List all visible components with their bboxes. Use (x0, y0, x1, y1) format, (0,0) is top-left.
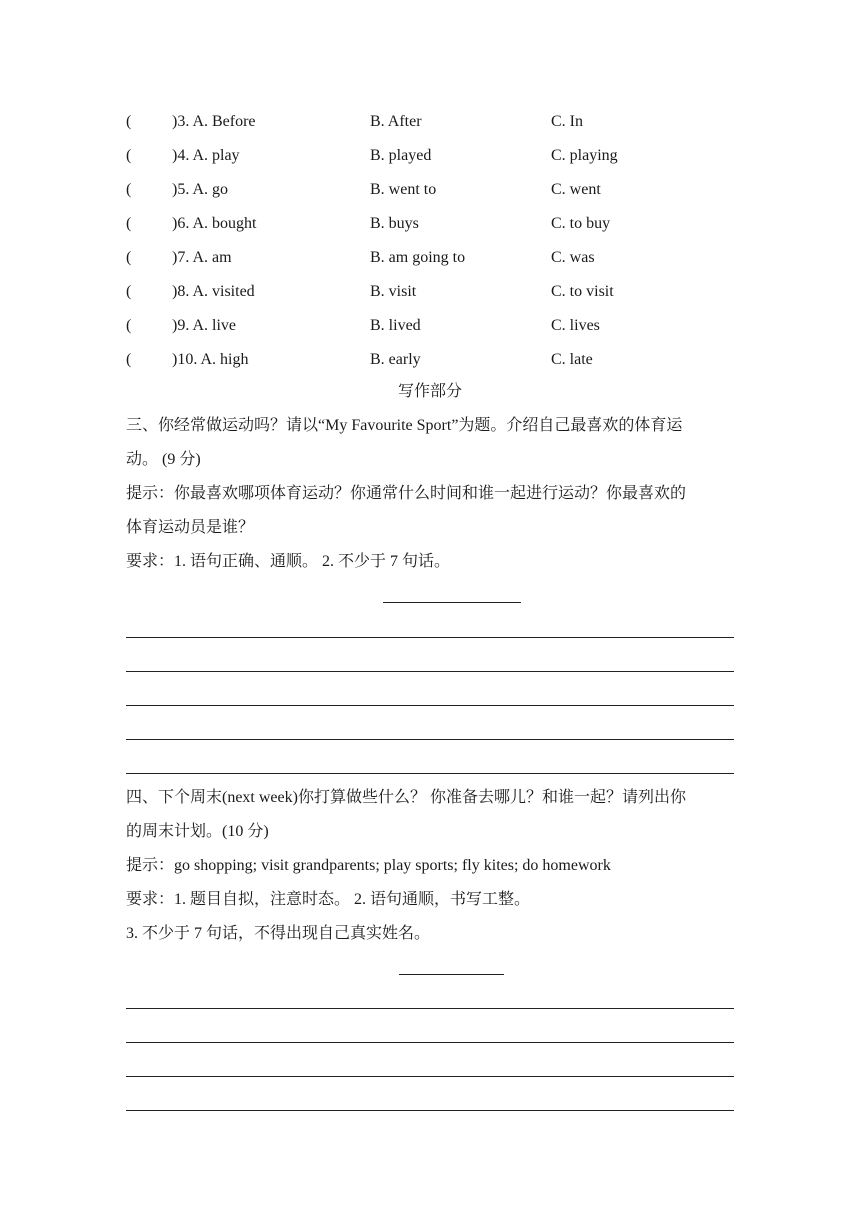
section3-writing-line[interactable] (126, 705, 734, 706)
question-row (0, 112, 860, 146)
option-a: )9. A. live (172, 317, 236, 334)
option-b: B. early (370, 351, 421, 368)
section3-hint-line2: 体育运动员是谁？ (126, 519, 255, 536)
answer-paren[interactable]: ( (126, 147, 132, 164)
question-row (0, 248, 860, 282)
answer-paren[interactable]: ( (126, 317, 132, 334)
option-c: C. to buy (551, 215, 611, 232)
option-b: B. After (370, 113, 422, 130)
section4-writing-line[interactable] (126, 1110, 734, 1111)
section3-writing-line[interactable] (126, 671, 734, 672)
answer-paren[interactable]: ( (126, 283, 132, 300)
section4-prompt-line2: 的周末计划。(10 分) (126, 823, 269, 840)
option-c: C. went (551, 181, 601, 198)
option-a: )7. A. am (172, 249, 232, 266)
section4-writing-line[interactable] (126, 1076, 734, 1077)
option-b: B. lived (370, 317, 421, 334)
option-b: B. went to (370, 181, 437, 198)
section3-requirements: 要求：1. 语句正确、通顺。 2. 不少于 7 句话。 (126, 553, 451, 570)
option-a: )6. A. bought (172, 215, 257, 232)
section3-writing-line[interactable] (126, 739, 734, 740)
option-a: )10. A. high (172, 351, 249, 368)
section4-writing-line[interactable] (126, 1008, 734, 1009)
section4-writing-line[interactable] (126, 1042, 734, 1043)
option-a: )3. A. Before (172, 113, 256, 130)
question-row (0, 146, 860, 180)
option-c: C. to visit (551, 283, 614, 300)
option-c: C. playing (551, 147, 618, 164)
section3-prompt-line1: 三、你经常做运动吗？请以“My Favourite Sport”为题。介绍自己最喜欢的体育运 (126, 417, 683, 434)
option-c: C. In (551, 113, 583, 130)
answer-paren[interactable]: ( (126, 113, 132, 130)
option-a: )5. A. go (172, 181, 228, 198)
answer-paren[interactable]: ( (126, 249, 132, 266)
section3-hint-line1: 提示：你最喜欢哪项体育运动？你通常什么时间和谁一起进行运动？你最喜欢的 (126, 485, 687, 502)
question-row (0, 214, 860, 248)
question-row (0, 282, 860, 316)
section4-requirements-line1: 要求：1. 题目自拟，注意时态。 2. 语句通顺，书写工整。 (126, 891, 531, 908)
option-b: B. played (370, 147, 432, 164)
section3-prompt-line2: 动。 (9 分) (126, 451, 201, 468)
section4-title-blank[interactable] (399, 974, 504, 975)
section4-prompt-line1: 四、下个周末(next week)你打算做些什么？ 你准备去哪儿？和谁一起？请列出你 (126, 789, 686, 806)
section4-requirements-line2: 3. 不少于 7 句话，不得出现自己真实姓名。 (126, 925, 431, 942)
option-a: )8. A. visited (172, 283, 255, 300)
section3-writing-line[interactable] (126, 637, 734, 638)
option-c: C. late (551, 351, 593, 368)
answer-paren[interactable]: ( (126, 181, 132, 198)
section3-title-blank[interactable] (383, 602, 521, 603)
section4-hint: 提示：go shopping; visit grandparents; play sports; fly kites; do homework (126, 857, 611, 874)
section3-writing-line[interactable] (126, 773, 734, 774)
answer-paren[interactable]: ( (126, 215, 132, 232)
question-row (0, 316, 860, 350)
option-c: C. lives (551, 317, 600, 334)
question-row (0, 180, 860, 214)
answer-paren[interactable]: ( (126, 351, 132, 368)
writing-section-heading: 写作部分 (397, 383, 462, 400)
option-b: B. visit (370, 283, 417, 300)
option-c: C. was (551, 249, 595, 266)
option-b: B. buys (370, 215, 419, 232)
option-a: )4. A. play (172, 147, 240, 164)
question-row (0, 350, 860, 384)
option-b: B. am going to (370, 249, 466, 266)
